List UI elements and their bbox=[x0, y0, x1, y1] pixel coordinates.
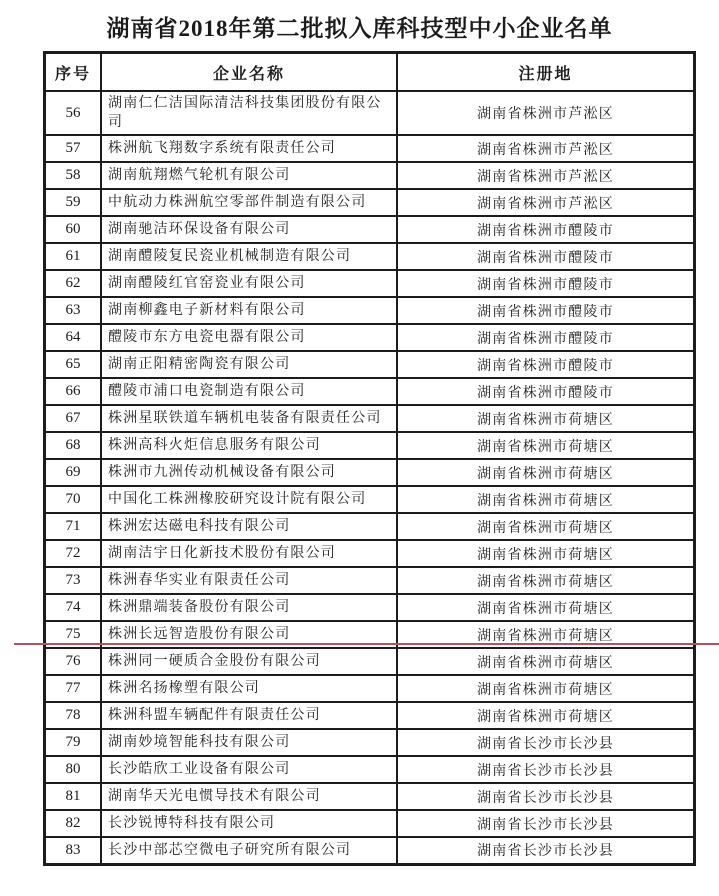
table-row bbox=[45, 459, 695, 486]
region-cell: 湖南省株洲市荷塘区 bbox=[397, 648, 695, 675]
serial-cell: 80 bbox=[45, 756, 102, 783]
company-name-cell: 中航动力株洲航空零部件制造有限公司 bbox=[101, 189, 397, 216]
serial-cell: 56 bbox=[45, 91, 102, 135]
region-cell: 湖南省株洲市芦淞区 bbox=[397, 162, 695, 189]
table-row bbox=[45, 432, 695, 459]
company-name-cell: 长沙锐博特科技有限公司 bbox=[101, 810, 397, 837]
region-cell: 湖南省株洲市醴陵市 bbox=[397, 351, 695, 378]
company-table bbox=[43, 51, 696, 866]
serial-cell: 60 bbox=[45, 216, 102, 243]
region-cell: 湖南省株洲市醴陵市 bbox=[397, 324, 695, 351]
table-row bbox=[45, 297, 695, 324]
header-row bbox=[45, 53, 695, 92]
serial-cell: 66 bbox=[45, 378, 102, 405]
company-name-cell: 湖南华天光电惯导技术有限公司 bbox=[101, 783, 397, 810]
company-name-cell: 湖南妙境智能科技有限公司 bbox=[101, 729, 397, 756]
company-name-cell: 株洲科盟车辆配件有限责任公司 bbox=[101, 702, 397, 729]
table-row bbox=[45, 702, 695, 729]
company-name-cell: 株洲长远智造股份有限公司 bbox=[101, 621, 397, 648]
company-name-cell: 长沙中部芯空微电子研究所有限公司 bbox=[101, 837, 397, 864]
serial-cell: 59 bbox=[45, 189, 102, 216]
company-name-cell: 株洲航飞翔数字系统有限责任公司 bbox=[101, 135, 397, 162]
table-row bbox=[45, 135, 695, 162]
serial-cell: 62 bbox=[45, 270, 102, 297]
column-header-serial: 序号 bbox=[45, 53, 102, 92]
serial-cell: 67 bbox=[45, 405, 102, 432]
region-cell: 湖南省株洲市芦淞区 bbox=[397, 189, 695, 216]
company-name-cell: 醴陵市东方电瓷电器有限公司 bbox=[101, 324, 397, 351]
region-cell: 湖南省株洲市醴陵市 bbox=[397, 270, 695, 297]
region-cell: 湖南省株洲市芦淞区 bbox=[397, 91, 695, 135]
table-row bbox=[45, 594, 695, 621]
serial-cell: 71 bbox=[45, 513, 102, 540]
serial-cell: 73 bbox=[45, 567, 102, 594]
region-cell: 湖南省株洲市醴陵市 bbox=[397, 243, 695, 270]
region-cell: 湖南省株洲市荷塘区 bbox=[397, 702, 695, 729]
company-name-cell: 中国化工株洲橡胶研究设计院有限公司 bbox=[101, 486, 397, 513]
serial-cell: 65 bbox=[45, 351, 102, 378]
region-cell: 湖南省长沙市长沙县 bbox=[397, 783, 695, 810]
serial-cell: 58 bbox=[45, 162, 102, 189]
region-cell: 湖南省株洲市醴陵市 bbox=[397, 297, 695, 324]
serial-cell: 75 bbox=[45, 621, 102, 648]
region-cell: 湖南省长沙市长沙县 bbox=[397, 756, 695, 783]
region-cell: 湖南省株洲市醴陵市 bbox=[397, 378, 695, 405]
serial-cell: 79 bbox=[45, 729, 102, 756]
company-name-cell: 株洲高科火炬信息服务有限公司 bbox=[101, 432, 397, 459]
company-name-cell: 湖南正阳精密陶瓷有限公司 bbox=[101, 351, 397, 378]
table-header bbox=[45, 53, 695, 92]
serial-cell: 57 bbox=[45, 135, 102, 162]
table-row bbox=[45, 783, 695, 810]
company-name-cell: 湖南洁宇日化新技术股份有限公司 bbox=[101, 540, 397, 567]
table-row bbox=[45, 189, 695, 216]
region-cell: 湖南省株洲市荷塘区 bbox=[397, 486, 695, 513]
table-row bbox=[45, 729, 695, 756]
serial-cell: 82 bbox=[45, 810, 102, 837]
company-name-cell: 湖南醴陵复民瓷业机械制造有限公司 bbox=[101, 243, 397, 270]
table-row bbox=[45, 405, 695, 432]
company-name-cell: 株洲鼎端装备股份有限公司 bbox=[101, 594, 397, 621]
serial-cell: 76 bbox=[45, 648, 102, 675]
table-row bbox=[45, 540, 695, 567]
region-cell: 湖南省株洲市荷塘区 bbox=[397, 567, 695, 594]
region-cell: 湖南省株洲市荷塘区 bbox=[397, 432, 695, 459]
table-row bbox=[45, 675, 695, 702]
company-name-cell: 株洲星联铁道车辆机电装备有限责任公司 bbox=[101, 405, 397, 432]
company-name-cell: 湖南柳鑫电子新材料有限公司 bbox=[101, 297, 397, 324]
table-row bbox=[45, 648, 695, 675]
serial-cell: 83 bbox=[45, 837, 102, 864]
company-name-cell: 株洲名扬橡塑有限公司 bbox=[101, 675, 397, 702]
table-row bbox=[45, 216, 695, 243]
serial-cell: 72 bbox=[45, 540, 102, 567]
region-cell: 湖南省株洲市芦淞区 bbox=[397, 135, 695, 162]
table-row bbox=[45, 567, 695, 594]
column-header-region: 注册地 bbox=[397, 53, 695, 92]
serial-cell: 81 bbox=[45, 783, 102, 810]
company-name-cell: 株洲市九洲传动机械设备有限公司 bbox=[101, 459, 397, 486]
company-name-cell: 湖南仁仁洁国际清洁科技集团股份有限公司 bbox=[101, 91, 397, 135]
region-cell: 湖南省长沙市长沙县 bbox=[397, 729, 695, 756]
table-row bbox=[45, 810, 695, 837]
column-header-company: 企业名称 bbox=[101, 53, 397, 92]
region-cell: 湖南省株洲市荷塘区 bbox=[397, 621, 695, 648]
region-cell: 湖南省株洲市醴陵市 bbox=[397, 216, 695, 243]
company-name-cell: 株洲宏达磁电科技有限公司 bbox=[101, 513, 397, 540]
table-row bbox=[45, 351, 695, 378]
region-cell: 湖南省株洲市荷塘区 bbox=[397, 459, 695, 486]
serial-cell: 61 bbox=[45, 243, 102, 270]
company-name-cell: 湖南醴陵红官窑瓷业有限公司 bbox=[101, 270, 397, 297]
company-name-cell: 醴陵市浦口电瓷制造有限公司 bbox=[101, 378, 397, 405]
table-row bbox=[45, 162, 695, 189]
region-cell: 湖南省株洲市荷塘区 bbox=[397, 513, 695, 540]
serial-cell: 64 bbox=[45, 324, 102, 351]
region-cell: 湖南省长沙市长沙县 bbox=[397, 810, 695, 837]
company-name-cell: 长沙皓欣工业设备有限公司 bbox=[101, 756, 397, 783]
table-row bbox=[45, 756, 695, 783]
company-name-cell: 株洲同一硬质合金股份有限公司 bbox=[101, 648, 397, 675]
company-name-cell: 湖南航翔燃气轮机有限公司 bbox=[101, 162, 397, 189]
serial-cell: 78 bbox=[45, 702, 102, 729]
table-row bbox=[45, 270, 695, 297]
table-row bbox=[45, 513, 695, 540]
table-row bbox=[45, 378, 695, 405]
red-underline-annotation bbox=[14, 643, 719, 645]
region-cell: 湖南省株洲市荷塘区 bbox=[397, 405, 695, 432]
serial-cell: 68 bbox=[45, 432, 102, 459]
page-title: 湖南省2018年第二批拟入库科技型中小企业名单 bbox=[106, 16, 613, 41]
region-cell: 湖南省株洲市荷塘区 bbox=[397, 675, 695, 702]
region-cell: 湖南省株洲市荷塘区 bbox=[397, 594, 695, 621]
region-cell: 湖南省株洲市荷塘区 bbox=[397, 540, 695, 567]
serial-cell: 63 bbox=[45, 297, 102, 324]
table-row bbox=[45, 243, 695, 270]
table-row bbox=[45, 837, 695, 864]
serial-cell: 74 bbox=[45, 594, 102, 621]
serial-cell: 77 bbox=[45, 675, 102, 702]
table-body bbox=[45, 91, 695, 864]
company-name-cell: 湖南驰洁环保设备有限公司 bbox=[101, 216, 397, 243]
company-name-cell: 株洲春华实业有限责任公司 bbox=[101, 567, 397, 594]
serial-cell: 70 bbox=[45, 486, 102, 513]
table-row bbox=[45, 91, 695, 135]
serial-cell: 69 bbox=[45, 459, 102, 486]
table-row bbox=[45, 324, 695, 351]
table-row bbox=[45, 486, 695, 513]
region-cell: 湖南省长沙市长沙县 bbox=[397, 837, 695, 864]
